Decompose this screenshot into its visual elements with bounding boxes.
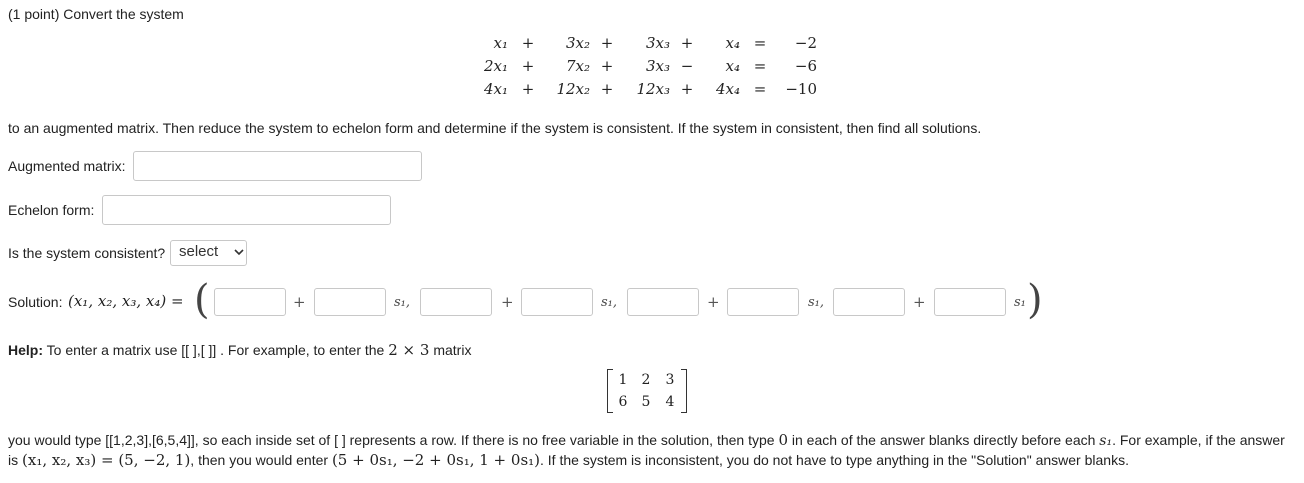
rhs: −6 [794,57,817,75]
operator: + [600,80,614,98]
help-example-enter: (5 + 0s₁, −2 + 0s₁, 1 + 0s₁) [331,451,541,469]
solution-x2-constant-input[interactable] [420,288,492,316]
solution-x3-coefficient-input[interactable] [727,288,799,316]
instructions-text: to an augmented matrix. Then reduce the system to echelon form and determine if the system is consistent. If the system in consistent, then find all solutions. [8,120,982,136]
help-example-lhs: (x₁, x₂, x₃) = (5, −2, 1) [22,451,191,469]
equals: = [753,80,767,98]
operator: + [680,80,694,98]
help-dims: 2 × 3 [388,341,430,359]
plus-sign: + [913,293,926,311]
equals: = [753,57,767,75]
right-bracket [681,369,687,413]
help-line [8,341,471,359]
operator: − [680,57,694,75]
augmented-matrix-input[interactable] [133,151,422,181]
help-text-1: To enter a matrix use [[ ],[ ]] . For example, to enter the [46,342,385,358]
term: 4x₄ [715,80,740,98]
s1-variable: s₁, [808,295,825,310]
solution-x4-constant-input[interactable] [833,288,905,316]
plus-sign: + [293,293,306,311]
equals: = [753,34,767,52]
plus-sign: + [707,293,720,311]
s1-variable: s₁, [601,295,618,310]
term: 3x₃ [645,34,670,52]
operator: + [600,34,614,52]
matrix-cell: 1 [618,372,628,388]
consistent-select[interactable] [170,240,247,266]
help-text: . For example, if the answer [1112,432,1285,448]
term: 7x₂ [565,57,590,75]
help-bold-label: Help: [8,342,43,358]
s1-variable: s₁ [1014,295,1026,310]
help-text: , then you would enter [190,452,329,468]
operator: + [521,80,535,98]
term: 12x₃ [636,80,670,98]
solution-x1-coefficient-input[interactable] [314,288,386,316]
consistent-label: Is the system consistent? [8,245,166,261]
example-matrix [607,369,687,413]
close-paren: ) [1027,277,1043,323]
help-paragraph-line-2 [8,451,1129,469]
operator: + [521,34,535,52]
rhs: −2 [794,34,817,52]
matrix-cell: 5 [641,394,651,410]
plus-sign: + [501,293,514,311]
term: 2x₁ [483,57,508,75]
operator: + [600,57,614,75]
help-text-2: matrix [433,342,472,358]
augmented-matrix-label: Augmented matrix: [8,158,126,174]
help-paragraph-line-1 [8,431,1285,449]
help-text: in each of the answer blanks directly before each [791,432,1096,448]
term: x₁ [493,34,508,52]
operator: + [521,57,535,75]
solution-x3-constant-input[interactable] [627,288,699,316]
consistent-select-value: select [179,243,219,260]
echelon-form-label: Echelon form: [8,202,95,218]
help-s1: s₁ [1099,433,1113,449]
problem-header: (1 point) Convert the system [8,6,184,22]
solution-x2-coefficient-input[interactable] [521,288,593,316]
matrix-cell: 2 [641,372,651,388]
term: 4x₁ [483,80,508,98]
matrix-cell: 4 [665,394,675,410]
help-text: is [8,452,19,468]
term: 12x₂ [556,80,590,98]
echelon-form-input[interactable] [102,195,391,225]
solution-lhs: (x₁, x₂, x₃, x₄) = [68,292,184,310]
term: 3x₃ [645,57,670,75]
help-text: you would type [[1,2,3],[6,5,4]], so each inside set of [ ] represents a row. If there is no free variable in the solution, then type [8,432,775,448]
matrix-cell: 3 [665,372,675,388]
open-paren: ( [194,277,210,323]
operator: + [680,34,694,52]
term: x₄ [725,57,740,75]
solution-x1-constant-input[interactable] [214,288,286,316]
solution-label: Solution: [8,294,63,310]
term: 3x₂ [565,34,590,52]
help-text: . If the system is inconsistent, you do not have to type anything in the "Solution" answer blanks. [540,452,1129,468]
matrix-cell: 6 [618,394,628,410]
solution-x4-coefficient-input[interactable] [934,288,1006,316]
help-zero: 0 [778,431,788,449]
term: x₄ [725,34,740,52]
s1-variable: s₁, [394,295,411,310]
rhs: −10 [785,80,817,98]
